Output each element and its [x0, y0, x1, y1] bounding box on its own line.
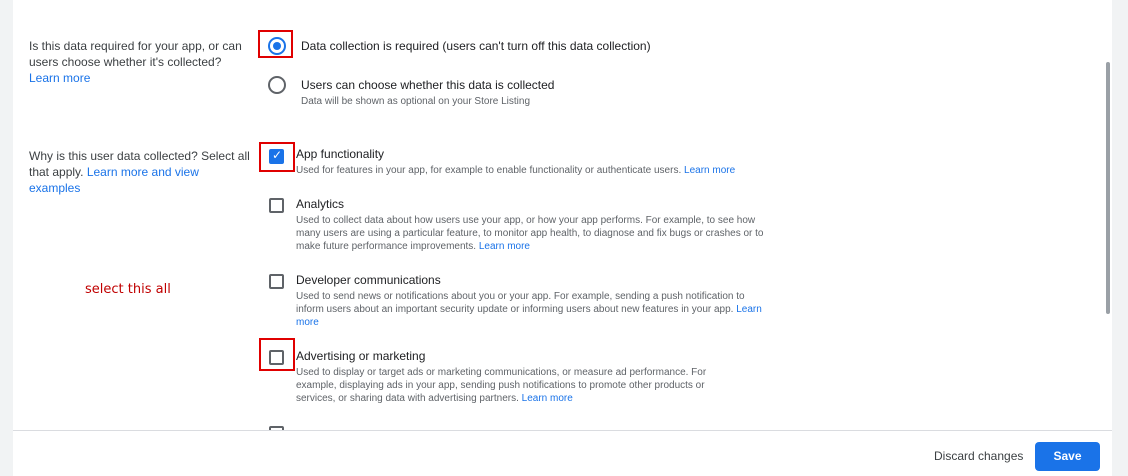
discard-changes-button[interactable]: Discard changes: [934, 449, 1024, 463]
scrollbar[interactable]: [1106, 62, 1110, 314]
developer-communications-label: Developer communications: [296, 273, 441, 287]
analytics-label: Analytics: [296, 197, 345, 211]
why-question-text: Why is this user data collected? Select all that apply.: [29, 149, 250, 179]
radio-optional[interactable]: [268, 76, 286, 94]
required-question-text: Is this data required for your app, or can users choose whether it's collected?: [29, 39, 242, 69]
annotation-text: select this all: [85, 282, 171, 297]
analytics-learn-more[interactable]: Learn more: [478, 241, 530, 252]
developer-communications-desc-text: Used to send news or notifications about you or your app. For example, sending a push notification to inform users about an important security update or informing users about new features in your app.: [296, 291, 745, 315]
advertising-marketing-desc: [296, 366, 736, 405]
developer-communications-learn-more[interactable]: Learn more: [296, 304, 762, 328]
checkbox-developer-communications[interactable]: [269, 274, 284, 289]
form-card: [13, 0, 1112, 430]
required-learn-more-link[interactable]: Learn more: [29, 71, 91, 85]
why-learn-more-link[interactable]: Learn more and view examples: [29, 165, 199, 195]
analytics-desc-text: Used to collect data about how users use your app, or how your app performs. For example, to see how many users are using a particular feature, to monitor app health, to diagnose and fix bugs or crashes or to make future performance improvements.: [296, 215, 764, 252]
save-button[interactable]: Save: [1035, 442, 1100, 471]
highlight-box-app-functionality: [259, 142, 295, 172]
footer-bar: [13, 430, 1112, 476]
developer-communications-desc: [296, 290, 771, 329]
check-icon: ✓: [271, 148, 283, 162]
app-functionality-label: App functionality: [296, 147, 385, 161]
analytics-desc: [296, 214, 771, 253]
advertising-marketing-desc-text: Used to display or target ads or marketing communications, or measure ad performance. For example, displaying ads in your app, sending push notifications to promote other products or services, or sharing data with advertising partners.: [296, 367, 707, 404]
advertising-marketing-learn-more[interactable]: Learn more: [521, 393, 573, 404]
why-question: [29, 148, 251, 196]
radio-optional-sub: Data will be shown as optional on your Store Listing: [301, 96, 531, 107]
radio-optional-label: Users can choose whether this data is collected: [301, 78, 555, 92]
radio-required-label: Data collection is required (users can't turn off this data collection): [301, 39, 651, 53]
highlight-box-radio: [258, 30, 293, 58]
app-functionality-desc: [296, 164, 776, 177]
highlight-box-advertising: [259, 338, 295, 371]
app-functionality-learn-more[interactable]: Learn more: [684, 165, 736, 176]
app-functionality-desc-text: Used for features in your app, for example to enable functionality or authenticate users.: [296, 165, 682, 176]
checkbox-analytics[interactable]: [269, 198, 284, 213]
required-question: [29, 38, 251, 86]
advertising-marketing-label: Advertising or marketing: [296, 349, 426, 363]
